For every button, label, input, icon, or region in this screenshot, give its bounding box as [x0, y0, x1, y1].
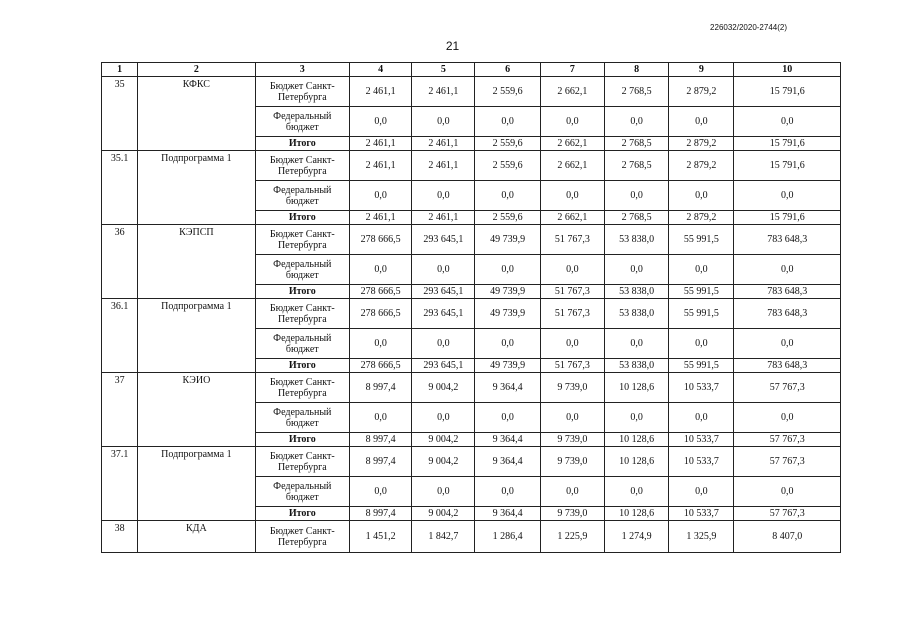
row-number-cell: 37: [102, 373, 138, 447]
amount-cell: 0,0: [412, 403, 475, 433]
amount-cell: 783 648,3: [734, 299, 841, 329]
amount-cell: 0,0: [734, 403, 841, 433]
amount-cell: 9 004,2: [412, 373, 475, 403]
amount-cell: 1 274,9: [604, 521, 668, 553]
amount-cell: 8 997,4: [349, 507, 411, 521]
amount-cell: 9 004,2: [412, 433, 475, 447]
funding-source-cell: Федеральный бюджет: [255, 329, 349, 359]
amount-cell: 2 559,6: [475, 137, 540, 151]
amount-cell: 9 364,4: [475, 373, 540, 403]
amount-cell: 57 767,3: [734, 507, 841, 521]
amount-cell: 2 662,1: [540, 211, 604, 225]
amount-cell: 0,0: [349, 255, 411, 285]
column-header: 8: [604, 63, 668, 77]
amount-cell: 0,0: [604, 107, 668, 137]
amount-cell: 10 533,7: [669, 433, 734, 447]
amount-cell: 2 559,6: [475, 211, 540, 225]
table-row: [102, 373, 841, 403]
program-name-cell: КЭИО: [138, 373, 255, 447]
amount-cell: 0,0: [349, 107, 411, 137]
amount-cell: 0,0: [734, 477, 841, 507]
amount-cell: 2 879,2: [669, 151, 734, 181]
program-name-cell: КЭПСП: [138, 225, 255, 299]
funding-source-cell: Федеральный бюджет: [255, 255, 349, 285]
amount-cell: 2 461,1: [349, 151, 411, 181]
amount-cell: 2 461,1: [412, 137, 475, 151]
table-row: [102, 447, 841, 477]
funding-source-cell: Итого: [255, 433, 349, 447]
funding-source-cell: Итого: [255, 359, 349, 373]
amount-cell: 0,0: [540, 477, 604, 507]
amount-cell: 293 645,1: [412, 359, 475, 373]
amount-cell: 1 842,7: [412, 521, 475, 553]
amount-cell: 8 997,4: [349, 447, 411, 477]
amount-cell: 51 767,3: [540, 359, 604, 373]
amount-cell: 0,0: [475, 255, 540, 285]
amount-cell: 0,0: [604, 255, 668, 285]
amount-cell: 0,0: [475, 403, 540, 433]
amount-cell: 0,0: [669, 403, 734, 433]
amount-cell: 49 739,9: [475, 285, 540, 299]
amount-cell: 15 791,6: [734, 151, 841, 181]
column-header: 7: [540, 63, 604, 77]
amount-cell: 9 739,0: [540, 373, 604, 403]
amount-cell: 0,0: [475, 181, 540, 211]
amount-cell: 0,0: [734, 255, 841, 285]
amount-cell: 2 768,5: [604, 137, 668, 151]
amount-cell: 278 666,5: [349, 359, 411, 373]
amount-cell: 2 662,1: [540, 77, 604, 107]
amount-cell: 49 739,9: [475, 359, 540, 373]
amount-cell: 15 791,6: [734, 211, 841, 225]
amount-cell: 2 461,1: [349, 137, 411, 151]
amount-cell: 0,0: [475, 107, 540, 137]
amount-cell: 2 768,5: [604, 211, 668, 225]
amount-cell: 2 559,6: [475, 151, 540, 181]
amount-cell: 2 559,6: [475, 77, 540, 107]
amount-cell: 10 128,6: [604, 433, 668, 447]
amount-cell: 293 645,1: [412, 225, 475, 255]
amount-cell: 10 533,7: [669, 373, 734, 403]
column-header: 5: [412, 63, 475, 77]
column-header: 4: [349, 63, 411, 77]
table-row: [102, 521, 841, 553]
amount-cell: 293 645,1: [412, 299, 475, 329]
amount-cell: 0,0: [540, 255, 604, 285]
row-number-cell: 36.1: [102, 299, 138, 373]
amount-cell: 278 666,5: [349, 299, 411, 329]
amount-cell: 0,0: [734, 181, 841, 211]
amount-cell: 9 739,0: [540, 447, 604, 477]
amount-cell: 10 128,6: [604, 447, 668, 477]
amount-cell: 1 225,9: [540, 521, 604, 553]
funding-source-cell: Итого: [255, 211, 349, 225]
amount-cell: 783 648,3: [734, 359, 841, 373]
amount-cell: 15 791,6: [734, 137, 841, 151]
funding-source-cell: Бюджет Санкт-Петербурга: [255, 447, 349, 477]
column-header: 2: [138, 63, 255, 77]
amount-cell: 0,0: [412, 181, 475, 211]
amount-cell: 9 364,4: [475, 433, 540, 447]
amount-cell: 8 407,0: [734, 521, 841, 553]
row-number-cell: 35: [102, 77, 138, 151]
program-name-cell: КДА: [138, 521, 255, 553]
program-name-cell: Подпрограмма 1: [138, 299, 255, 373]
amount-cell: 9 364,4: [475, 507, 540, 521]
amount-cell: 9 004,2: [412, 507, 475, 521]
funding-source-cell: Бюджет Санкт-Петербурга: [255, 225, 349, 255]
amount-cell: 57 767,3: [734, 373, 841, 403]
amount-cell: 10 533,7: [669, 507, 734, 521]
funding-source-cell: Федеральный бюджет: [255, 403, 349, 433]
funding-source-cell: Бюджет Санкт-Петербурга: [255, 373, 349, 403]
amount-cell: 278 666,5: [349, 225, 411, 255]
program-name-cell: Подпрограмма 1: [138, 447, 255, 521]
amount-cell: 2 461,1: [412, 151, 475, 181]
amount-cell: 0,0: [412, 477, 475, 507]
amount-cell: 51 767,3: [540, 285, 604, 299]
amount-cell: 2 662,1: [540, 151, 604, 181]
table-row: [102, 225, 841, 255]
column-header: 1: [102, 63, 138, 77]
amount-cell: 0,0: [475, 329, 540, 359]
amount-cell: 0,0: [349, 329, 411, 359]
amount-cell: 2 879,2: [669, 77, 734, 107]
amount-cell: 10 128,6: [604, 507, 668, 521]
funding-source-cell: Бюджет Санкт-Петербурга: [255, 77, 349, 107]
funding-source-cell: Итого: [255, 137, 349, 151]
page-number: 21: [445, 39, 460, 53]
amount-cell: 0,0: [349, 403, 411, 433]
amount-cell: 9 739,0: [540, 433, 604, 447]
amount-cell: 51 767,3: [540, 299, 604, 329]
amount-cell: 55 991,5: [669, 285, 734, 299]
funding-source-cell: Федеральный бюджет: [255, 107, 349, 137]
amount-cell: 10 128,6: [604, 373, 668, 403]
amount-cell: 0,0: [412, 255, 475, 285]
amount-cell: 9 739,0: [540, 507, 604, 521]
amount-cell: 0,0: [412, 107, 475, 137]
table-row: [102, 77, 841, 107]
amount-cell: 1 286,4: [475, 521, 540, 553]
amount-cell: 51 767,3: [540, 225, 604, 255]
amount-cell: 2 461,1: [412, 77, 475, 107]
program-name-cell: КФКС: [138, 77, 255, 151]
table-row: [102, 299, 841, 329]
amount-cell: 53 838,0: [604, 299, 668, 329]
amount-cell: 0,0: [669, 255, 734, 285]
amount-cell: 2 461,1: [349, 211, 411, 225]
table-body: [102, 77, 841, 553]
table-header-row: [102, 63, 841, 77]
amount-cell: 9 364,4: [475, 447, 540, 477]
amount-cell: 0,0: [475, 477, 540, 507]
amount-cell: 2 461,1: [412, 211, 475, 225]
amount-cell: 57 767,3: [734, 447, 841, 477]
amount-cell: 0,0: [349, 477, 411, 507]
table-row: [102, 151, 841, 181]
amount-cell: 55 991,5: [669, 299, 734, 329]
amount-cell: 0,0: [604, 181, 668, 211]
amount-cell: 1 325,9: [669, 521, 734, 553]
amount-cell: 53 838,0: [604, 285, 668, 299]
amount-cell: 783 648,3: [734, 285, 841, 299]
funding-source-cell: Федеральный бюджет: [255, 477, 349, 507]
column-header: 6: [475, 63, 540, 77]
amount-cell: 0,0: [669, 477, 734, 507]
amount-cell: 53 838,0: [604, 225, 668, 255]
amount-cell: 2 879,2: [669, 211, 734, 225]
amount-cell: 8 997,4: [349, 433, 411, 447]
amount-cell: 55 991,5: [669, 225, 734, 255]
amount-cell: 0,0: [734, 107, 841, 137]
amount-cell: 57 767,3: [734, 433, 841, 447]
amount-cell: 10 533,7: [669, 447, 734, 477]
amount-cell: 0,0: [669, 107, 734, 137]
column-header: 3: [255, 63, 349, 77]
amount-cell: 0,0: [669, 329, 734, 359]
amount-cell: 53 838,0: [604, 359, 668, 373]
funding-source-cell: Бюджет Санкт-Петербурга: [255, 299, 349, 329]
amount-cell: 49 739,9: [475, 299, 540, 329]
funding-source-cell: Итого: [255, 507, 349, 521]
amount-cell: 1 451,2: [349, 521, 411, 553]
amount-cell: 15 791,6: [734, 77, 841, 107]
amount-cell: 293 645,1: [412, 285, 475, 299]
row-number-cell: 36: [102, 225, 138, 299]
amount-cell: 0,0: [540, 329, 604, 359]
amount-cell: 278 666,5: [349, 285, 411, 299]
funding-source-cell: Бюджет Санкт-Петербурга: [255, 151, 349, 181]
column-header: 10: [734, 63, 841, 77]
amount-cell: 55 991,5: [669, 359, 734, 373]
amount-cell: 2 768,5: [604, 77, 668, 107]
amount-cell: 0,0: [604, 477, 668, 507]
amount-cell: 0,0: [540, 181, 604, 211]
amount-cell: 0,0: [734, 329, 841, 359]
amount-cell: 0,0: [349, 181, 411, 211]
amount-cell: 0,0: [604, 403, 668, 433]
funding-source-cell: Бюджет Санкт-Петербурга: [255, 521, 349, 553]
amount-cell: 2 768,5: [604, 151, 668, 181]
funding-source-cell: Итого: [255, 285, 349, 299]
amount-cell: 0,0: [412, 329, 475, 359]
amount-cell: 0,0: [540, 403, 604, 433]
amount-cell: 0,0: [540, 107, 604, 137]
amount-cell: 2 461,1: [349, 77, 411, 107]
document-id: 226032/2020-2744(2): [710, 23, 787, 32]
amount-cell: 49 739,9: [475, 225, 540, 255]
row-number-cell: 35.1: [102, 151, 138, 225]
amount-cell: 0,0: [604, 329, 668, 359]
amount-cell: 2 662,1: [540, 137, 604, 151]
amount-cell: 783 648,3: [734, 225, 841, 255]
amount-cell: 8 997,4: [349, 373, 411, 403]
column-header: 9: [669, 63, 734, 77]
funding-source-cell: Федеральный бюджет: [255, 181, 349, 211]
amount-cell: 9 004,2: [412, 447, 475, 477]
amount-cell: 2 879,2: [669, 137, 734, 151]
budget-table: [101, 62, 841, 553]
row-number-cell: 38: [102, 521, 138, 553]
amount-cell: 0,0: [669, 181, 734, 211]
row-number-cell: 37.1: [102, 447, 138, 521]
program-name-cell: Подпрограмма 1: [138, 151, 255, 225]
